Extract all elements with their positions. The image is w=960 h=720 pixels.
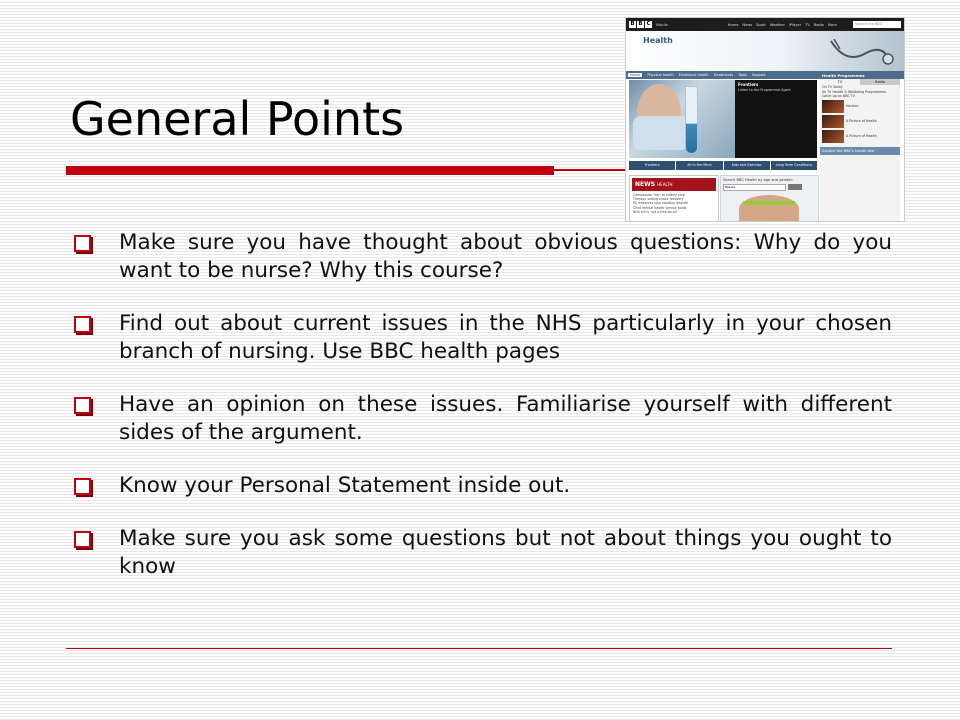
bullet-text: Make sure you have thought about obvious questions: Why do you want to be nurse? Why this course?: [119, 230, 892, 283]
age-gender-search: [720, 175, 819, 222]
hollow-square-icon: [74, 478, 91, 495]
programme-item: [820, 99, 900, 114]
iplayer-link: Catch up on BBC TV: [822, 94, 856, 98]
tv-link: All TV Health & Wellbeing Programmes: [822, 89, 887, 94]
news-headline: Therapy 'aiding stroke recovery': [633, 197, 685, 202]
health-label: HEALTH: [657, 182, 673, 187]
nav-link: Radio: [813, 22, 824, 27]
bbc-letter: C: [646, 21, 651, 27]
nav-link: More: [827, 22, 837, 27]
slide-title: General Points: [70, 92, 405, 146]
news-headlines: [630, 193, 718, 214]
explore-heading: Explore the BBC's health site: [820, 147, 900, 155]
title-underline-thick: [66, 166, 554, 175]
promo-strip: [629, 161, 817, 170]
bullet-item: [74, 472, 892, 500]
age-search-row: [721, 184, 818, 191]
bullet-text: Find out about current issues in the NHS particularly in your chosen branch of nursing. Use BBC health pages: [119, 311, 892, 364]
programmes-heading: Health Programmes: [820, 72, 900, 79]
programme-thumbnail: [822, 130, 844, 143]
news-label: NEWS: [635, 181, 656, 188]
hero-heading: Frontiers: [738, 82, 759, 87]
hollow-square-icon: [74, 316, 91, 333]
nav-link: Home: [727, 22, 739, 27]
health-header: [626, 31, 904, 71]
bullet-text: Know your Personal Statement inside out.: [119, 473, 571, 498]
child-headband: [743, 201, 795, 205]
programme-thumbnail: [822, 115, 844, 128]
promo-item: All in the Mind: [676, 161, 722, 170]
stethoscope-icon: [826, 35, 896, 69]
bbc-logo: [629, 21, 652, 28]
child-photo: [739, 195, 799, 222]
test-tube-icon: [685, 86, 698, 154]
bullet-item: [74, 310, 892, 366]
subnav-item: Physical health: [647, 73, 674, 77]
nav-link: Weather: [769, 22, 785, 27]
age-select: Babies: [723, 184, 786, 191]
news-health-box: [629, 175, 719, 222]
hollow-square-icon: [74, 531, 91, 548]
hero-subtext: Listen to the Programme Again: [738, 87, 791, 92]
mobile-link: Mobile: [656, 22, 668, 27]
nav-link: TV: [805, 22, 810, 27]
bbc-nav: [728, 23, 837, 27]
subnav-item: Treatments: [713, 73, 734, 77]
bullet-item: [74, 391, 892, 447]
bullet-item: [74, 229, 892, 285]
bbc-letter: B: [638, 21, 643, 27]
promo-item: Kids and Exercise: [724, 161, 770, 170]
hero-image: [629, 80, 735, 158]
subnav-item: Support: [751, 73, 766, 77]
hero-mask: [633, 116, 689, 150]
tv-link: On TV Today: [822, 85, 843, 89]
bottom-rule: [66, 648, 892, 649]
bbc-letter: B: [630, 21, 635, 27]
nav-link: iPlayer: [788, 22, 802, 27]
promo-item: Long Term Conditions: [771, 161, 817, 170]
programme-title: A Picture of Health: [846, 134, 877, 138]
news-headline: Child mental health service boost: [633, 205, 687, 210]
subnav-item: Emotional health: [678, 73, 709, 77]
hero-text: [735, 80, 817, 158]
age-search-heading: Search BBC Health by age and gender:: [723, 178, 794, 182]
nav-link: Sport: [756, 22, 766, 27]
subnav-item: Tools: [738, 73, 747, 77]
news-headline: NHS bill is 'not a free-for-all': [633, 209, 678, 214]
health-programmes-panel: [820, 72, 900, 222]
promo-item: Frontiers: [629, 161, 675, 170]
programme-item: [820, 129, 900, 144]
programme-item: [820, 114, 900, 129]
news-headline: RC midwives lose abortion dispute: [633, 201, 688, 206]
subnav-item: Home: [630, 73, 641, 77]
bullet-text: Make sure you ask some questions but not about things you ought to know: [119, 526, 892, 579]
hero-feature: [629, 80, 817, 158]
bbc-search-box: Search the BBC: [853, 21, 901, 28]
news-health-logo: [632, 178, 716, 191]
bullet-text: Have an opinion on these issues. Familiarise yourself with different sides of the argument.: [119, 392, 892, 445]
bbc-health-screenshot: [625, 17, 905, 222]
programme-title: Horizon: [846, 104, 859, 108]
programme-title: A Picture of Health: [846, 119, 877, 123]
bullet-list: [74, 229, 892, 606]
age-search-button: [788, 184, 802, 190]
news-headline: Compassion 'key' to elderly care: [633, 193, 685, 197]
bbc-top-bar: [626, 18, 904, 31]
nav-link: News: [742, 22, 753, 27]
bullet-item: [74, 525, 892, 581]
hollow-square-icon: [74, 235, 91, 252]
programme-thumbnail: [822, 100, 844, 113]
health-section-title: Health: [643, 36, 673, 45]
tab-tv: TV: [820, 79, 860, 85]
hollow-square-icon: [74, 397, 91, 414]
tab-radio: Radio: [860, 79, 900, 85]
